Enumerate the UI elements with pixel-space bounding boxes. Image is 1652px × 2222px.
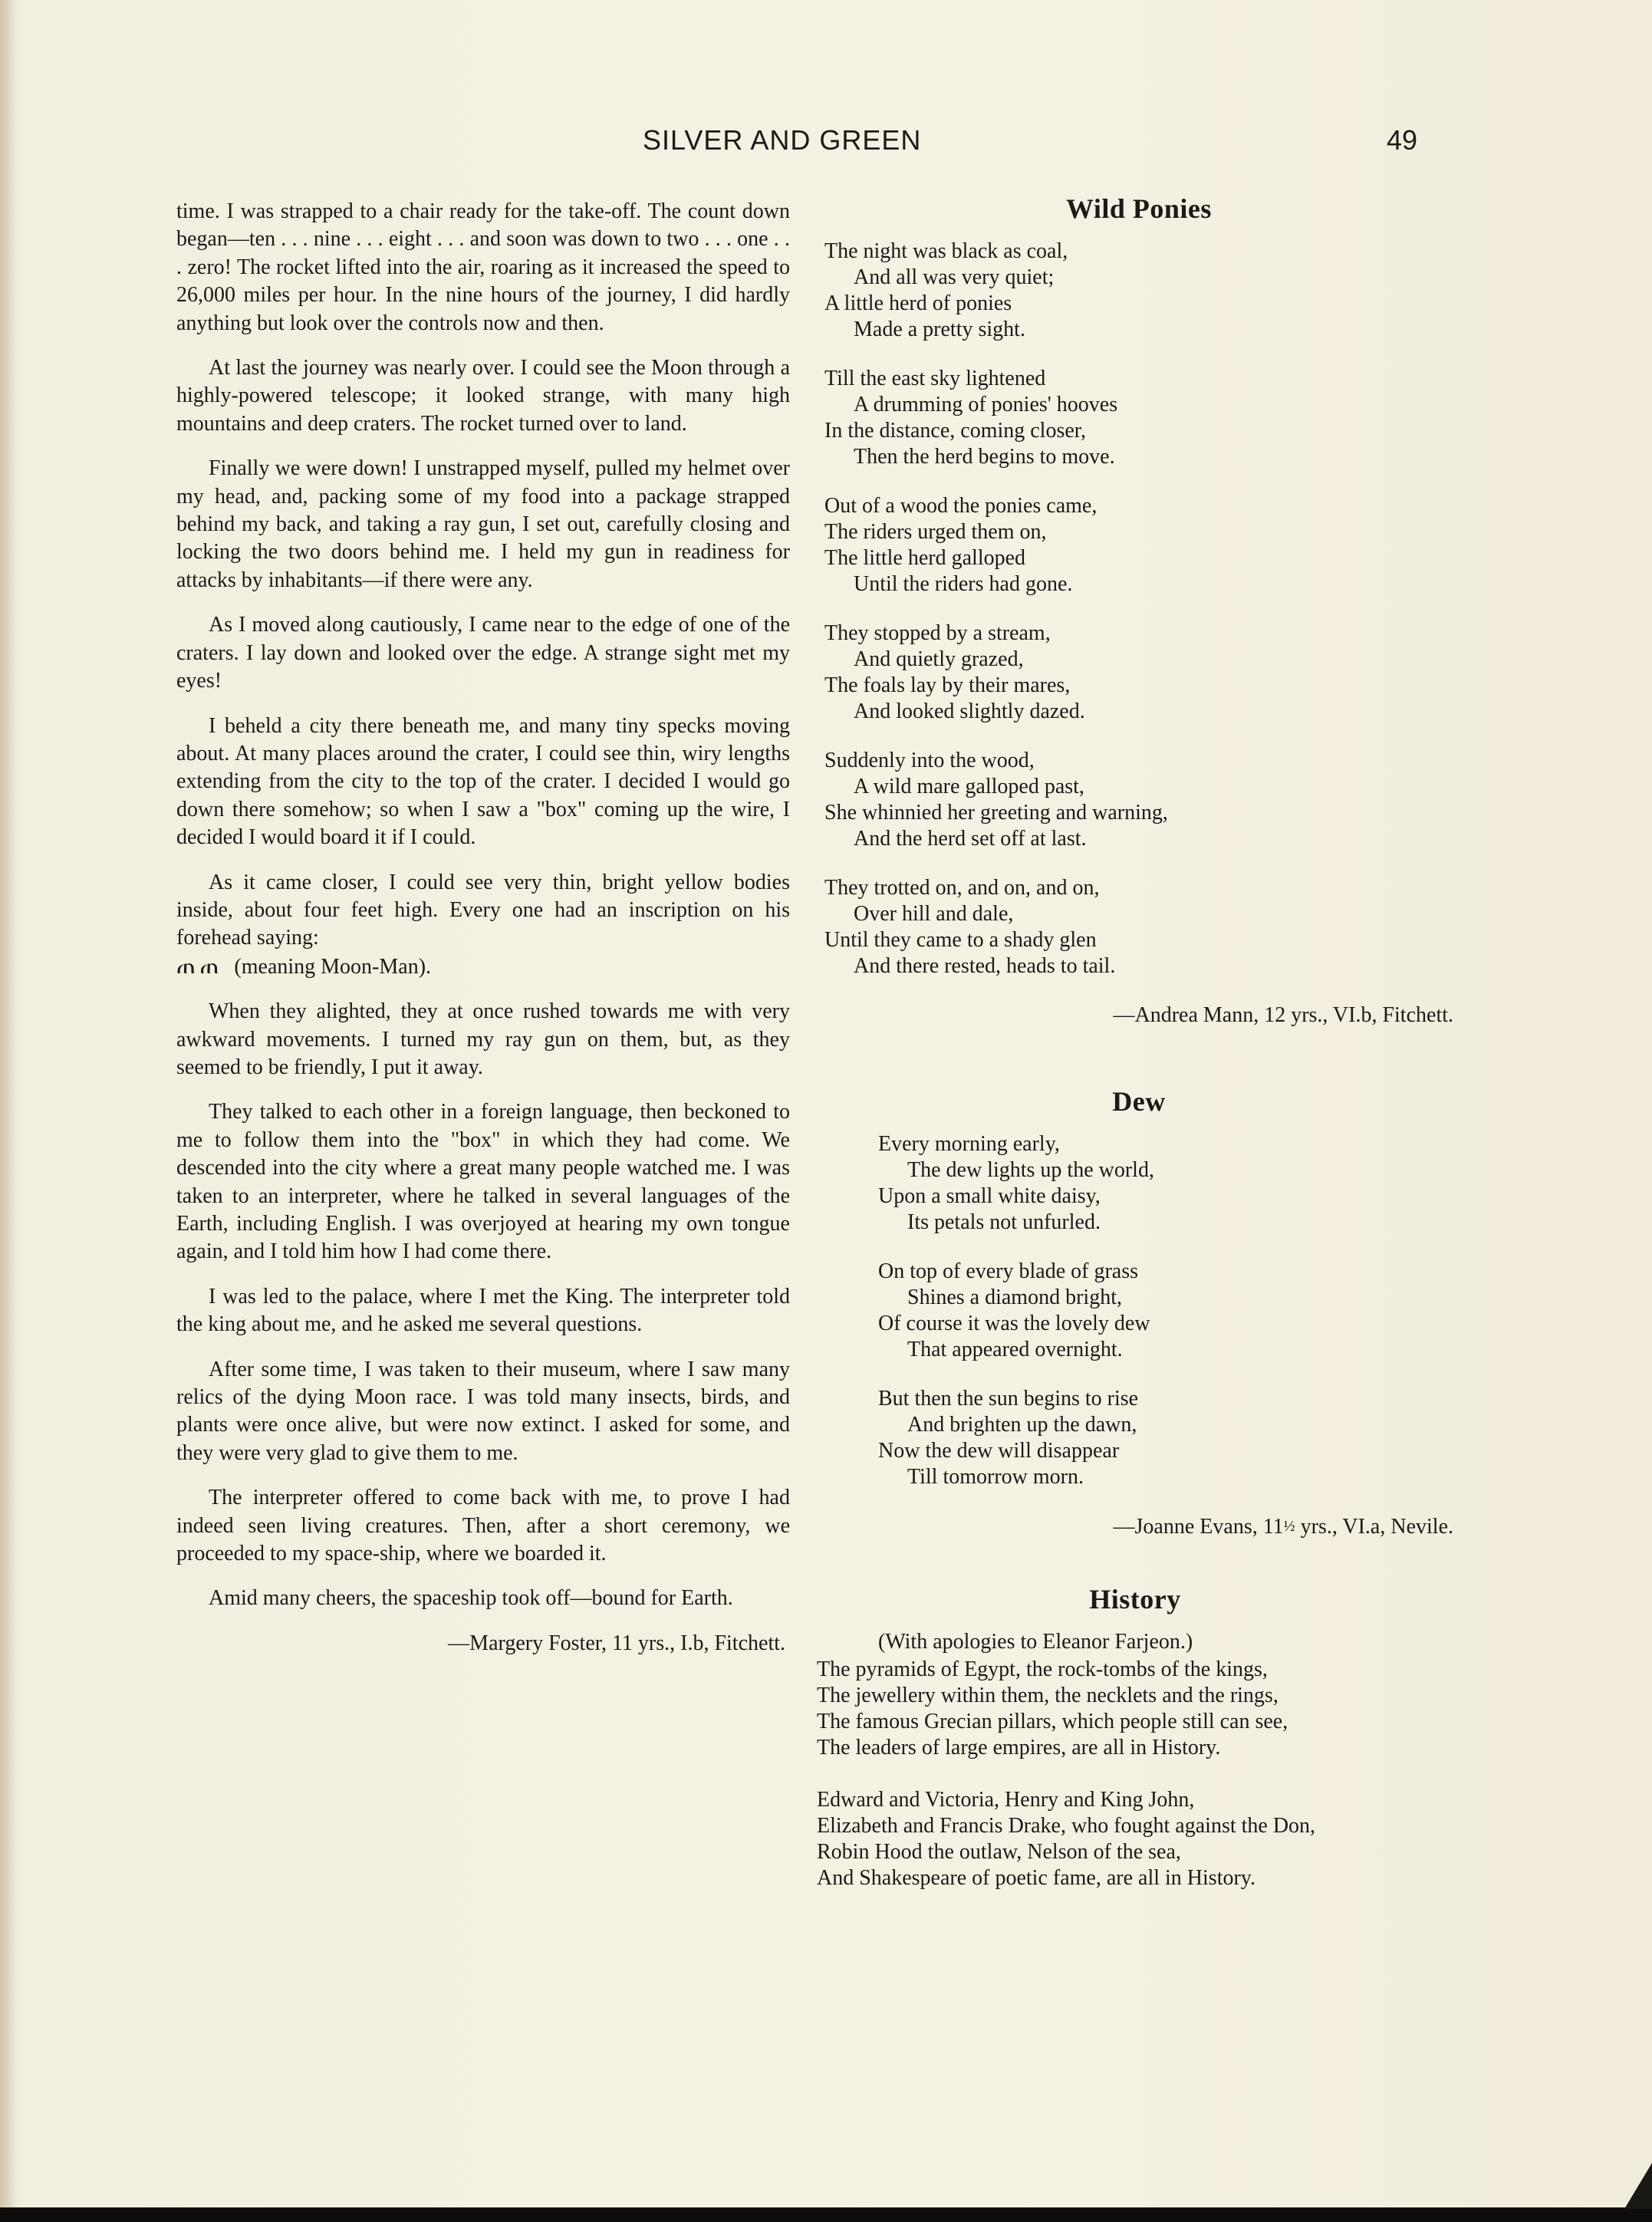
poem-stanza [824, 493, 1453, 597]
poem-line: Of course it was the lovely dew [878, 1312, 1150, 1335]
poem-line: Until the riders had gone. [854, 572, 1073, 596]
binding-gutter [0, 0, 17, 2222]
poem-line: And there rested, heads to tail. [854, 954, 1116, 978]
story-paragraph: As it came closer, I could see very thin, bright yellow bodies inside, about four feet high. Every one had an inscription on his forehead saying: [176, 870, 790, 950]
story-paragraph: The interpreter offered to come back with me, to prove I had indeed seen living creatures. Then, after a short ceremony, we proceeded to my space-ship, where we boarded it. [176, 1486, 790, 1566]
poem-stanza [824, 748, 1453, 852]
story-paragraph: After some time, I was taken to their museum, where I saw many relics of the dying Moon race. I was told many insects, birds, and plants were once alive, but were now extinct. I asked for some, and they were very glad to give them to me. [176, 1357, 790, 1465]
credit-fraction: ½ [1283, 1518, 1295, 1535]
poem-line: The foals lay by their mares, [824, 673, 1071, 697]
poem-line: Over hill and dale, [854, 902, 1014, 926]
poem-credit: —Andrea Mann, 12 yrs., VI.b, Fitchett. [1113, 1003, 1453, 1027]
poem-dew [824, 1088, 1453, 1540]
poem-line: And brighten up the dawn, [907, 1413, 1137, 1437]
page-bottom-edge [0, 2207, 1652, 2222]
poem-line: The jewellery within them, the necklets and the rings, [817, 1684, 1278, 1707]
poem-line: And looked slightly dazed. [854, 700, 1085, 723]
poem-wild-ponies [824, 193, 1453, 1029]
poem-line: Until they came to a shady glen [824, 928, 1097, 952]
poem-line: She whinnied her greeting and warning, [824, 801, 1168, 825]
poem-line: Edward and Victoria, Henry and King John, [817, 1788, 1195, 1812]
poem-line: They stopped by a stream, [824, 621, 1051, 645]
poem-line: On top of every blade of grass [878, 1259, 1139, 1283]
poem-line: A wild mare galloped past, [854, 775, 1084, 798]
page-corner-shadow [1624, 2163, 1652, 2209]
poem-credit [824, 1513, 1453, 1540]
credit-name: —Joanne Evans, 11 [1113, 1515, 1284, 1539]
poem-title: Wild Ponies [1066, 193, 1212, 224]
story-paragraph: They talked to each other in a foreign language, then beckoned to me to follow them into the "box" in which they had come. We descended into the city where a great many people watched me. I was taken to an interpreter, where he talked in several languages of the Earth, including English. I was overjoyed at hearing my own tongue again, and I told him how I had come there. [176, 1100, 790, 1264]
story-paragraph: Amid many cheers, the spaceship took off—bound for Earth. [209, 1586, 733, 1611]
poem-subtitle: (With apologies to Eleanor Farjeon.) [878, 1630, 1193, 1654]
poem-line: The famous Grecian pillars, which people still can see, [817, 1710, 1288, 1733]
running-head [0, 124, 1652, 163]
running-title: SILVER AND GREEN [643, 124, 922, 156]
poem-line: The night was black as coal, [824, 239, 1068, 263]
poem-line: Out of a wood the ponies came, [824, 494, 1097, 518]
poem-line: Robin Hood the outlaw, Nelson of the sea, [817, 1840, 1181, 1864]
poem-line: In the distance, coming closer, [824, 419, 1086, 443]
poem-stanza [817, 1787, 1453, 1891]
poem-line: Till the east sky lightened [824, 367, 1046, 390]
poem-stanza [878, 1259, 1453, 1363]
poem-stanza [824, 366, 1453, 470]
glyph-meaning: (meaning Moon-Man). [234, 954, 432, 979]
poem-stanza [824, 875, 1453, 979]
story-column [176, 198, 790, 1657]
page-number: 49 [1387, 124, 1418, 156]
poem-line: Suddenly into the wood, [824, 749, 1035, 772]
story-signature: —Margery Foster, 11 yrs., I.b, Fitchett. [448, 1631, 785, 1655]
poem-stanza [824, 239, 1453, 343]
poem-line: Upon a small white daisy, [878, 1184, 1101, 1208]
story-paragraph: I was led to the palace, where I met the King. The interpreter told the king about me, and he asked me several questions. [176, 1284, 790, 1337]
poem-line: And quietly grazed, [854, 647, 1024, 671]
poem-line: Made a pretty sight. [854, 318, 1025, 341]
poem-line: Then the herd begins to move. [854, 445, 1115, 469]
poem-line: The little herd galloped [824, 546, 1026, 570]
poem-line: Shines a diamond bright, [907, 1285, 1122, 1309]
poem-line: Elizabeth and Francis Drake, who fought against the Don, [817, 1814, 1316, 1838]
story-paragraph: As I moved along cautiously, I came near to the edge of one of the craters. I lay down and looked over the edge. A strange sight met my eyes! [176, 613, 790, 693]
poem-line: And Shakespeare of poetic fame, are all in History. [817, 1866, 1255, 1890]
story-paragraph: When they alighted, they at once rushed towards me with very awkward movements. I turned my ray gun on them, but, as they seemed to be friendly, I put it away. [176, 999, 790, 1079]
story-paragraph: I beheld a city there beneath me, and many tiny specks moving about. At many places around the crater, I could see thin, wiry lengths extending from the city to the top of the crater. I decided I would go down there somehow; so when I saw a "box" coming up the wire, I decided I would board it if I could. [176, 713, 790, 850]
poem-line: Its petals not unfurled. [907, 1210, 1101, 1234]
poem-stanza [824, 621, 1453, 725]
poem-line: The dew lights up the world, [907, 1158, 1154, 1182]
story-paragraph: time. I was strapped to a chair ready for the take-off. The count down began—ten . . . nine . . . eight . . . and soon was down to two . . . one . . . zero! The rocket lifted into the air, roaring as it increased the speed to 26,000 miles per hour. In the nine hours of the journey, I did hardly anything but look over the controls now and then. [176, 199, 790, 335]
poem-line: They trotted on, and on, and on, [824, 876, 1100, 900]
moon-man-glyph: ጠ ጠ [176, 952, 218, 979]
poem-stanza [878, 1386, 1453, 1490]
poem-line: The leaders of large empires, are all in History. [817, 1736, 1221, 1759]
poem-stanza [878, 1131, 1453, 1236]
poem-line: The pyramids of Egypt, the rock-tombs of the kings, [817, 1657, 1268, 1681]
poems-column [817, 193, 1453, 1937]
story-paragraph: Finally we were down! I unstrapped myself, pulled my helmet over my head, and, packing some of my food into a package strapped behind my back, and taking a ray gun, I set out, carefully closing and locking the two doors behind me. I held my gun in readiness for attacks by inhabitants—if there were any. [176, 456, 790, 592]
poem-line: A little herd of ponies [824, 291, 1012, 315]
poem-line: A drumming of ponies' hooves [854, 393, 1118, 416]
poem-line: But then the sun begins to rise [878, 1387, 1139, 1411]
poem-line: That appeared overnight. [907, 1338, 1123, 1361]
poem-title: History [1089, 1584, 1181, 1615]
poem-history [817, 1586, 1453, 1891]
poem-line: The riders urged them on, [824, 520, 1047, 544]
poem-line: Every morning early, [878, 1132, 1060, 1156]
poem-line: Now the dew will disappear [878, 1439, 1120, 1463]
moon-man-inscription [176, 953, 790, 981]
poem-line: And all was very quiet; [854, 265, 1055, 289]
credit-details: yrs., VI.a, Nevile. [1295, 1515, 1453, 1539]
poem-title: Dew [1112, 1086, 1166, 1117]
poem-line: Till tomorrow morn. [907, 1465, 1084, 1489]
story-paragraph: At last the journey was nearly over. I could see the Moon through a highly-powered telescope; it looked strange, with many high mountains and deep craters. The rocket turned over to land. [176, 356, 790, 436]
poem-line: And the herd set off at last. [854, 827, 1087, 851]
poem-stanza [817, 1657, 1453, 1761]
